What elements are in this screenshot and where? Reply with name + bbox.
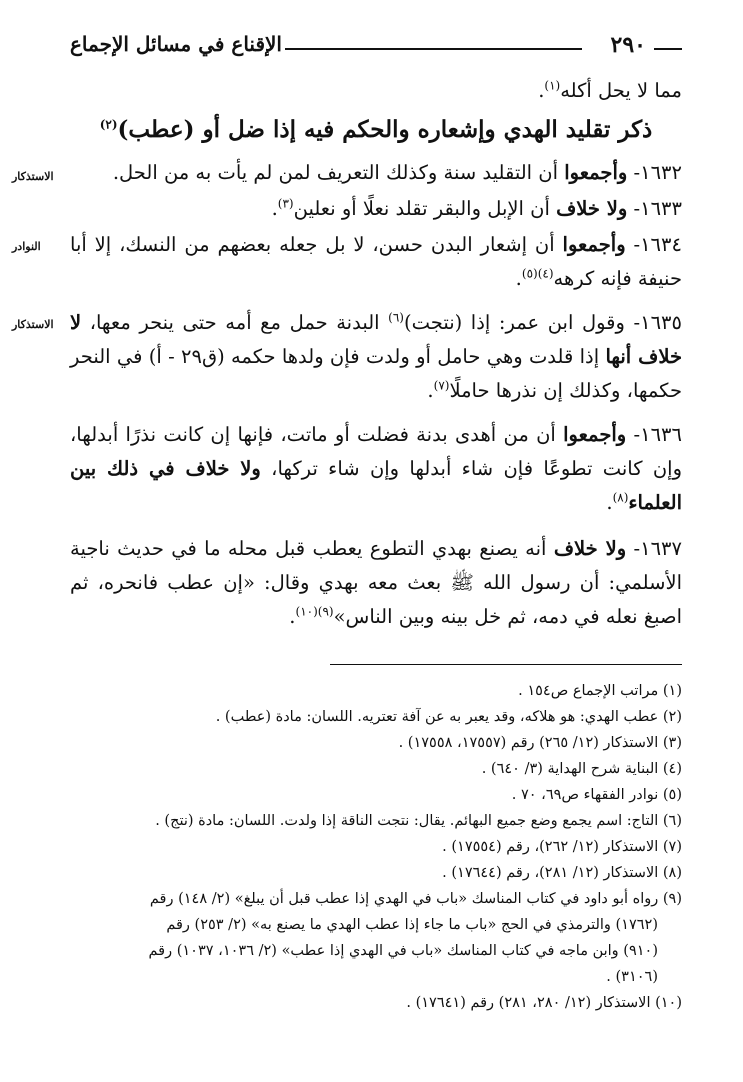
footnote-10: (١٠) الاستذكار (١٢/ ٢٨٠، ٢٨١) رقم (١٧٦٤١) . — [406, 995, 682, 1011]
entry-text: أن من أهدى بدنة فضلت أو ماتت، فإنها إن كانت نذرًا أبدلها، وإن كانت تطوعًا فإن شاء أبدلها وإن شاء تركها، — [70, 423, 682, 480]
footnotes — [70, 678, 682, 1016]
entry-number: ١٦٣٦- — [626, 423, 682, 446]
entry-1633 — [70, 192, 682, 226]
footnote-mark: (١) — [544, 78, 561, 93]
lead-line-text: مما لا يحل أكله — [560, 79, 682, 102]
margin-note-nawadir: النوادر — [12, 240, 41, 253]
entry-text: البدنة حمل مع أمه حتى ينحر معها، — [81, 311, 389, 334]
footnote-9-line-4: (٣١٠٦) . — [606, 969, 658, 985]
entry-1636 — [70, 418, 682, 520]
lead-line-end: . — [538, 79, 545, 102]
entry-text: إذا قلدت وهي حامل أو ولدت فإن ولدها حكمه (ق٢٩ - أ) في النحر حكمها، وكذلك إن نذرها حاملًا — [70, 345, 682, 402]
margin-note-istidhkar-1: الاستذكار — [12, 170, 54, 183]
header-rule — [285, 48, 582, 50]
entry-number: ١٦٣٧- — [626, 537, 682, 560]
page-number: ٢٩٠ — [610, 32, 646, 58]
footnote-mark: (٧) — [433, 378, 450, 393]
entry-keyword: ولا خلاف — [556, 197, 628, 220]
entry-keyword: ولا خلاف — [553, 537, 627, 560]
entry-number: ١٦٣٤- — [625, 233, 682, 256]
entry-number: ١٦٣٥- — [624, 311, 682, 334]
footnote-mark: (٤)(٥) — [521, 266, 554, 281]
footnote-4: (٤) البناية شرح الهداية (٣/ ٦٤٠) . — [481, 761, 682, 777]
entry-end: . — [427, 379, 434, 402]
footnote-3: (٣) الاستذكار (١٢/ ٢٦٥) رقم (١٧٥٥٧، ١٧٥٥٨) . — [398, 735, 682, 751]
footnote-8: (٨) الاستذكار (١٢/ ٢٨١)، رقم (١٧٦٤٤) . — [442, 865, 682, 881]
footnote-9-line-2: (١٧٦٢) والترمذي في الحج «باب ما جاء إذا عطب الهدي ما يصنع به» (٢/ ٢٥٣) رقم — [166, 917, 658, 933]
entry-keyword: وأجمعوا — [563, 423, 627, 446]
section-title — [70, 110, 682, 150]
entry-text: وقول ابن عمر: إذا (نتجت) — [403, 311, 625, 334]
entry-keyword: وأجمعوا — [564, 161, 628, 184]
margin-note-istidhkar-2: الاستذكار — [12, 318, 54, 331]
entry-number: ١٦٣٣- — [627, 197, 682, 220]
footnote-9-line-3: (٩١٠) وابن ماجه في كتاب المناسك «باب في الهدي إذا عطب» (٢/ ١٠٣٦، ١٠٣٧) رقم — [148, 943, 658, 959]
entry-keyword: ولا خلاف في ذلك بين العلماء — [70, 457, 682, 514]
entry-text: أن الإبل والبقر تقلد نعلًا أو نعلين — [293, 197, 557, 220]
footnote-9: (٩) رواه أبو داود في كتاب المناسك «باب في الهدي إذا عطب قبل أن يبلغ» (٢/ ١٤٨) رقم — [149, 891, 682, 907]
footnote-mark: (٣) — [277, 196, 294, 211]
entry-end: . — [515, 267, 522, 290]
page-header — [70, 30, 682, 64]
entry-1637 — [70, 532, 682, 634]
section-title-text: ذكر تقليد الهدي وإشعاره والحكم فيه إذا ضل أو (عطب) — [117, 116, 653, 143]
footnote-mark: (٢) — [99, 117, 118, 132]
running-title: الإقناع في مسائل الإجماع — [70, 32, 282, 56]
entry-1634 — [70, 228, 682, 296]
entry-end: . — [606, 491, 613, 514]
entry-text: أنه يصنع بهدي التطوع يعطب قبل محله ما في حديث ناجية الأسلمي: أن رسول الله ﷺ بعث معه بهدي وقال: «إن عطب فانحره، ثم اصبغ نعله في دمه، ثم خل بينه وبين الناس» — [70, 537, 682, 628]
footnote-mark: (٨) — [612, 490, 629, 505]
footnote-5: (٥) نوادر الفقهاء ص٦٩، ٧٠ . — [511, 787, 682, 803]
footnote-mark: (٦) — [388, 310, 404, 325]
entry-text: أن إشعار البدن حسن، لا بل جعله بعضهم من النسك، إلا أبا حنيفة فإنه كرهه — [70, 233, 682, 290]
footnote-6: (٦) التاج: اسم يجمع وضع جميع البهائم. يقال: نتجت الناقة إذا ولدت. اللسان: مادة (نتج) . — [155, 813, 682, 829]
lead-line — [70, 74, 682, 108]
entry-keyword: لا خلاف أنها — [70, 311, 683, 368]
entry-end: . — [271, 197, 278, 220]
footnote-2: (٢) عطب الهدي: هو هلاكه، وقد يعبر به عن آفة تعتريه. اللسان: مادة (عطب) . — [215, 709, 682, 725]
footnote-mark: (٩)(١٠) — [295, 604, 334, 619]
footnote-1: (١) مراتب الإجماع ص١٥٤ . — [518, 683, 682, 699]
entry-end: . — [289, 605, 296, 628]
entry-1632 — [70, 156, 682, 190]
footnote-7: (٧) الاستذكار (١٢/ ٢٦٢)، رقم (١٧٥٥٤) . — [442, 839, 682, 855]
footnote-divider — [330, 664, 682, 665]
entry-text: أن التقليد سنة وكذلك التعريف لمن لم يأت به من الحل. — [112, 161, 565, 184]
entry-1635 — [70, 306, 682, 408]
entry-number: ١٦٣٢- — [627, 161, 682, 184]
entry-keyword: وأجمعوا — [562, 233, 626, 256]
header-dash — [654, 48, 682, 50]
